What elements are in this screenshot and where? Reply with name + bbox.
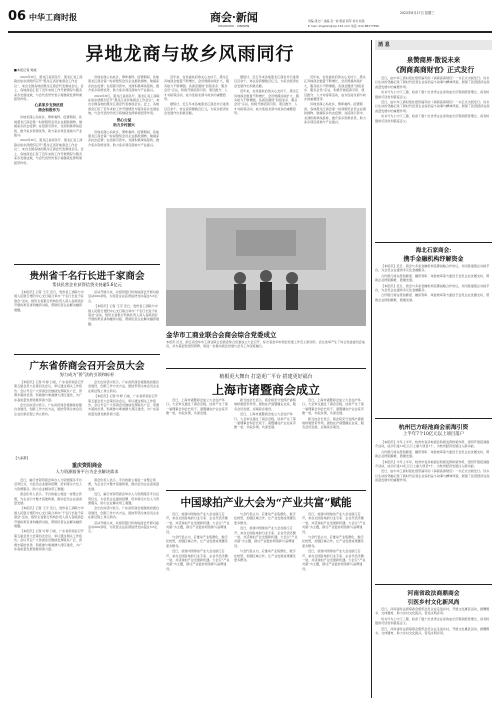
guangdong-tag: 【大家都】	[14, 456, 30, 460]
henan-subheadline: 引医乡村文化新风尚	[407, 600, 460, 606]
guizhou-headline: 贵州省千名行长进千家商会	[29, 271, 145, 282]
shanghai-paragraph: 新当选会长表示，商会将充分发挥沪诸两地桥梁纽带作用，团结在沪诸暨籍企业家，服务会员发展，反哺家乡建设。	[234, 398, 296, 411]
henan-paragraph: 近日，河南省政法商鼎商会组织会员企业走进乡村，开展文化惠民活动，捐赠图书、文体器材，助力乡村文化振兴，营造文明乡风。	[375, 626, 490, 636]
lead-paragraph: 异地龙商心系故乡，情牵桑梓。疫情期间，各地黑龙江商会第一时间组织会员企业捐款捐物，驰援家乡抗击疫情；在招商引资中，龙商积极牵线搭桥，推介家乡资源优势，助力家乡项目落地与产业振兴。	[88, 75, 160, 93]
lead-paragraph: 异地龙商心系故乡，情牵桑梓。疫情期间，各地黑龙江商会第一时间组织会员企业捐款捐物，驰援家乡抗击疫情；在招商引资中，龙商积极牵线搭桥，推介家乡资源优势，助力家乡项目落地与产业振兴。	[14, 115, 83, 138]
hangzhou-paragraph: 【本报讯】今年上半年，杭州市各异地商会积极发挥桥梁作用，组织开展招商推介活动，成功引进10亿元以上重大项目7个，为杭州经济发展注入新动能。	[375, 459, 490, 469]
bottom-paragraph: 商会负责人表示，平台的建立将进一步整合资源，为企业引才聚才搭建桥梁，推动会员企业高质量发展。	[14, 492, 83, 506]
masthead-rule	[8, 31, 492, 33]
guangdong-paragraph: 【本报讯】记者 叶婷 日前，广东省侨商会召开第五届会员大会第四次会议，审议通过相关工作报告。会议号召广大侨商会员继续发挥联系广泛、资源丰富的优势，积极参与粤港澳大湾区建设，为广东高质量发展贡献侨商力量。	[14, 380, 84, 402]
guangdong-body-col1	[14, 380, 84, 454]
finance-subheadline: 携手金融机构纾解资金	[403, 256, 464, 263]
book-subheadline: 《润商高商财官》正式发行	[392, 66, 475, 74]
guizhou-body-col1	[14, 290, 84, 352]
section-divider	[14, 264, 160, 265]
racket-paragraph: 近日，首届中国球拍产业大会在浙江召开，来自全国各地的行业专家、企业代表齐聚一堂，共话球拍产业发展新机遇。大会以“产业共富”为主题，探讨产业链协同创新与品牌建设。	[302, 512, 366, 534]
guangdong-paragraph: 会长在讲话中表示，广东省侨商会将继续加强自身建设，创新工作方式方法，团结带领全体会员企业在新征程上再立新功。	[14, 403, 83, 416]
section-divider	[375, 242, 492, 243]
shanghai-paragraph: 近日，上海市诸暨商会成立大会在沪举行。大会审议通过了商会章程，选举产生了第一届理事会和会长班子。诸暨籍在沪企业家齐聚一堂，共叙乡情，共谋发展。	[166, 398, 228, 416]
racket-paragraph: 与会代表认为，应推动产业集群化、数字化转型，加强区域合作，让产业发展成果惠及更多群众。	[166, 535, 228, 548]
shanghai-kicker: 植根更大舞台 打造更广平台 搭建更好福台	[219, 374, 313, 380]
racket-paragraph: 近日，首届中国球拍产业大会在浙江召开，来自全国各地的行业专家、企业代表齐聚一堂，共话球拍产业发展新机遇。大会以“产业共富”为主题，探讨产业链协同创新与品牌建设。	[302, 549, 366, 571]
meeting-photo-illustration	[166, 208, 366, 326]
shanghai-paragraph: 近日，上海市诸暨商会成立大会在沪举行。大会审议通过了商会章程，选举产生了第一届理事会和会长班子。诸暨籍在沪企业家齐聚一堂，共叙乡情，共谋发展。	[234, 412, 296, 430]
guangdong-body-col2	[88, 380, 160, 454]
racket-body-col1	[166, 512, 230, 698]
hangzhou-body	[375, 440, 492, 580]
bottom-paragraph: 活动开展以来，共组织银行机构进商会开展对接活动200余场，为民营企业获得信贷支持超过5.6亿元。	[88, 520, 159, 534]
right-column-label-box	[375, 40, 492, 50]
hangzhou-headline: 杭州巴方经池商会前海引资	[398, 425, 469, 431]
henan-headline: 河南省政法商鼎商会	[407, 591, 460, 597]
bottom-paragraph: 近日，重庆市资阳商会举办人力资源服务平台启用仪式，为会员企业提供招聘、培训等全方位人力资源服务，助力企业解决用工难题。	[88, 492, 160, 506]
book-headline: 泉赞商界·散说未来	[406, 56, 461, 64]
section-divider	[166, 368, 366, 369]
section-divider	[166, 490, 366, 491]
right-column-divider	[371, 40, 372, 698]
center-paragraph: 近年来，在党委政府的关心支持下，黑龙江异地商会数量不断增长，会员规模持续扩大，服务能力不断增强。各商会围绕“回报家乡、服务会员”宗旨，积极开展招商引资、项目推介、人才对接等活动，成为连接龙商与故乡的重要纽带。	[234, 89, 299, 116]
lead-body-col3	[164, 75, 230, 205]
racket-paragraph: 近日，首届中国球拍产业大会在浙江召开，来自全国各地的行业专家、企业代表齐聚一堂，共话球拍产业发展新机遇。大会以“产业共富”为主题，探讨产业链协同创新与品牌建设。	[166, 512, 230, 534]
section-subtitle: SHANGHUI · XINWEN	[218, 24, 250, 28]
book-paragraph: 该书分为上中下三篇，收录了数十位优秀企业家的成长历程和经营理念，具有较强的可读性和借鉴意义。	[375, 90, 490, 99]
finance-paragraph: 合作银行将在授信额度、融资利率、审批效率等方面给予会员企业优惠支持，帮助企业纾困解难、稳健发展。	[375, 293, 490, 302]
racket-headline: 中国球拍产业大会为“产业共富”赋能	[180, 497, 352, 509]
photo-caption-title: 金华市工商业联合会商会综合党委成立	[166, 331, 277, 339]
center-paragraph: 据统计，近五年来各地黑龙江商会共引进项目百余个，协议投资额数百亿元，为家乡经济社会发展作出积极贡献。	[164, 102, 229, 116]
guangdong-headline: 广东省侨商会召开会员大会	[29, 361, 145, 372]
guizhou-paragraph: 【本报讯】记者 王宇 近日，贵州省工商联与中国人民银行贵阳中心支行联合举办“千名行长进千家商会”活动，组织全省银行机构负责人深入各级商会开展政策宣讲和融资对接，帮助民营企业解决融资难题。	[14, 290, 84, 312]
masthead	[8, 8, 492, 34]
bottom-left-col1	[14, 478, 84, 698]
lead-subhead: 商会积极作为	[38, 108, 60, 113]
shanghai-body-col3	[302, 398, 366, 486]
page-number: 06	[8, 9, 27, 24]
hangzhou-subheadline: 上半年7个10亿元以上项目落户	[402, 432, 465, 437]
lead-paragraph: 异地龙商心系故乡，情牵桑梓。疫情期间，各地黑龙江商会第一时间组织会员企业捐款捐物，驰援家乡抗击疫情；在招商引资中，龙商积极牵线搭桥，推介家乡资源优势，助力家乡项目落地与产业振兴。	[304, 102, 366, 125]
guizhou-paragraph: 活动开展以来，共组织银行机构进商会开展对接活动200余场，为民营企业获得信贷支持超过5.6亿元。	[88, 290, 159, 303]
shanghai-body-col1	[166, 398, 230, 486]
bottom-left-col2	[88, 478, 160, 698]
racket-paragraph: 与会代表认为，应推动产业集群化、数字化转型，加强区域合作，让产业发展成果惠及更多群众。	[234, 549, 296, 563]
hangzhou-paragraph: 近日，由中华工商时报社组织编写的《润商高商财官》一书正式出版发行。该书以生动的笔触记录了新时代民营企业家的奋斗故事与精神风貌，展现了民营经济在高质量发展中的重要作用。	[375, 469, 490, 483]
lead-subhead: 助力乡村振兴	[113, 122, 135, 127]
shanghai-body-col2	[234, 398, 298, 486]
racket-paragraph: 与会代表认为，应推动产业集群化、数字化转型，加强区域合作，让产业发展成果惠及更多群众。	[302, 535, 364, 548]
lead-paragraph: 2022年8月，黑龙江省商务厅、黑龙江省工商联在哈尔滨组织召开“黑龙江省异地商会工作会议”，来自全国各地的黑龙江商会代表参加会议。会上，各地商会汇报了近年来的工作开展情况与服务家乡发展成效，与会代表纷纷表示将继续发挥桥梁纽带作用。	[14, 75, 84, 102]
lead-body-col2	[88, 75, 160, 261]
bottom-paragraph: 【本报讯】记者 王宇 近日，贵州省工商联与中国人民银行贵阳中心支行联合举办“千名行长进千家商会”活动，组织全省银行机构负责人深入各级商会开展政策宣讲和融资对接，帮助民营企业解决融资难题。	[14, 506, 84, 529]
guangdong-paragraph: 【本报讯】记者 叶婷 日前，广东省侨商会召开第五届会员大会第四次会议，审议通过相关工作报告。会议号召广大侨商会员继续发挥联系广泛、资源丰富的优势，积极参与粤港澳大湾区建设，为广东高质量发展贡献侨商力量。	[88, 394, 160, 416]
henan-paragraph: 该书分为上中下三篇，收录了数十位优秀企业家的成长历程和经营理念，具有较强的可读性和借鉴意义。	[375, 616, 490, 626]
bottom-paragraph: 【本报讯】记者 叶婷 日前，广东省侨商会召开第五届会员大会第四次会议，审议通过相关工作报告。会议号召广大侨商会员继续发挥联系广泛、资源丰富的优势，积极参与粤港澳大湾区建设，为广东高质量发展贡献侨商力量。	[14, 529, 84, 552]
guangdong-sub-headline-2: 人力资源服务平台为企业解决需求	[55, 469, 119, 474]
book-paragraph: 近日，由中华工商时报社组织编写的《润商高商财官》一书正式出版发行。该书以生动的笔触记录了新时代民营企业家的奋斗故事与精神风貌，展现了民营经济在高质量发展中的重要作用。	[375, 76, 490, 89]
guangdong-subheadline: 努力成为“侨”法的引领和标杆	[59, 372, 115, 377]
book-paragraph: 该书分为上中下三篇，收录了数十位优秀企业家的成长历程和经营理念，具有较强的可读性和借鉴意义。	[375, 114, 490, 123]
finance-paragraph: 【本报讯】近日，商会与多家金融机构签署战略合作协议，共同搭建银企对接平台，为会员企业提供多元化金融服务。	[375, 283, 490, 293]
racket-paragraph: 近日，首届中国球拍产业大会在浙江召开，来自全国各地的行业专家、企业代表齐聚一堂，共话球拍产业发展新机遇。大会以“产业共富”为主题，探讨产业链协同创新与品牌建设。	[234, 526, 298, 548]
racket-paragraph: 与会代表认为，应推动产业集群化、数字化转型，加强区域合作，让产业发展成果惠及更多群众。	[234, 512, 296, 525]
lead-paragraph: 2022年8月，黑龙江省商务厅、黑龙江省工商联在哈尔滨组织召开“黑龙江省异地商会工作会议”，来自全国各地的黑龙江商会代表参加会议。会上，各地商会汇报了近年来的工作开展情况与服务家乡发展成效，与会代表纷纷表示将继续发挥桥梁纽带作用。	[88, 93, 160, 116]
shanghai-headline: 上海市诸暨商会成立	[211, 383, 320, 397]
contact-info: E-mail: zhgshzx@vip.163.com 电话: 010-88377898	[308, 24, 379, 28]
henan-paragraph: 近日，河南省政法商鼎商会组织会员企业走进乡村，开展文化惠民活动，捐赠图书、文体器材，助力乡村文化振兴，营造文明乡风。	[375, 607, 490, 616]
issue-date: 2022年8月17日 星期三	[400, 11, 435, 15]
racket-paragraph: 近日，首届中国球拍产业大会在浙江召开，来自全国各地的行业专家、企业代表齐聚一堂，共话球拍产业发展新机遇。大会以“产业共富”为主题，探讨产业链协同创新与品牌建设。	[166, 549, 230, 571]
lead-body-col5	[304, 75, 366, 205]
shanghai-paragraph: 近日，上海市诸暨商会成立大会在沪举行。大会审议通过了商会章程，选举产生了第一届理事会和会长班子。诸暨籍在沪企业家齐聚一堂，共叙乡情，共谋发展。	[302, 398, 364, 416]
racket-body-col2	[234, 512, 298, 698]
hangzhou-paragraph: 【本报讯】今年上半年，杭州市各异地商会积极发挥桥梁作用，组织开展招商推介活动，成功引进10亿元以上重大项目7个，为杭州经济发展注入新动能。	[375, 440, 490, 449]
section-title: 商会·新闻	[210, 11, 258, 24]
henan-body	[375, 607, 492, 698]
section-divider	[375, 584, 492, 585]
lead-body-col4	[234, 75, 300, 205]
finance-headline: 海北石家商会:	[415, 248, 452, 254]
section-divider	[375, 418, 492, 419]
bottom-paragraph: 会长在讲话中表示，广东省侨商会将继续加强自身建设，创新工作方式方法，团结带领全体会员企业在新征程上再立新功。	[88, 506, 160, 520]
racket-body-col3	[302, 512, 366, 698]
right-column-label: 消 息	[378, 42, 390, 48]
guangdong-paragraph: 会长在讲话中表示，广东省侨商会将继续加强自身建设，创新工作方式方法，团结带领全体会员企业在新征程上再立新功。	[88, 380, 160, 393]
editor-credits: 责编 胡文广 美编 袁一彬 组版 杨军 校对 杨笛	[308, 19, 365, 23]
hangzhou-paragraph: 合作银行将在授信额度、融资利率、审批效率等方面给予会员企业优惠支持，帮助企业纾困解难、稳健发展。	[375, 449, 490, 459]
lead-headline: 异地龙商与故乡风雨同行	[85, 44, 295, 65]
lead-subhead: 心系家乡支持抗疫	[34, 103, 64, 108]
finance-paragraph: 【本报讯】近日，商会与多家金融机构签署战略合作协议，共同搭建银企对接平台，为会员企业提供多元化金融服务。	[375, 264, 490, 273]
finance-body	[375, 264, 492, 414]
center-paragraph: 近年来，在党委政府的关心支持下，黑龙江异地商会数量不断增长，会员规模持续扩大，服务能力不断增强。各商会围绕“回报家乡、服务会员”宗旨，积极开展招商引资、项目推介、人才对接等活动，成为连接龙商与故乡的重要纽带。	[164, 75, 229, 102]
guizhou-paragraph: 【本报讯】记者 王宇 近日，贵州省工商联与中国人民银行贵阳中心支行联合举办“千名行长进千家商会”活动，组织全省银行机构负责人深入各级商会开展政策宣讲和融资对接，帮助民营企业解决融资难题。	[88, 304, 160, 326]
lead-subhead: 热心公益	[116, 117, 132, 122]
guizhou-subheadline: 帮扶民营企业获得信贷支持逾5.6亿元	[52, 282, 122, 287]
lead-paragraph: 2022年8月，黑龙江省商务厅、黑龙江省工商联在哈尔滨组织召开“黑龙江省异地商会工作会议”，来自全国各地的黑龙江商会代表参加会议。会上，各地商会汇报了近年来的工作开展情况与服务家乡发展成效，与会代表纷纷表示将继续发挥桥梁纽带作用。	[14, 138, 84, 165]
finance-paragraph: 合作银行将在授信额度、融资利率、审批效率等方面给予会员企业优惠支持，帮助企业纾困解难、稳健发展。	[375, 273, 490, 283]
bottom-paragraph: 近日，重庆市资阳商会举办人力资源服务平台启用仪式，为会员企业提供招聘、培训等全方位人力资源服务，助力企业解决用工难题。	[14, 478, 83, 491]
lead-paragraph: 异地龙商心系故乡，情牵桑梓。疫情期间，各地黑龙江商会第一时间组织会员企业捐款捐物，驰援家乡抗击疫情；在招商引资中，龙商积极牵线搭桥，推介家乡资源优势，助力家乡项目落地与产业振兴。	[88, 129, 160, 147]
photo-caption-text: 本报讯 近日，浙江省金华市工商业联合会商会综合党委成立大会召开，标志着金华市商会党建工作迈上新台阶。会议选举产生了综合党委委员会成员，并为基层党组织授牌，将进一步推动商会党建与会务工作深度融合。	[166, 340, 365, 349]
guangdong-sub-headline: 重庆资阳商会	[71, 463, 102, 469]
news-photo	[166, 208, 366, 326]
bottom-paragraph: 商会负责人表示，平台的建立将进一步整合资源，为企业引才聚才搭建桥梁，推动会员企业高质量发展。	[88, 478, 160, 491]
book-body	[375, 76, 492, 238]
lead-body-col1	[14, 75, 84, 261]
shanghai-paragraph: 新当选会长表示，商会将充分发挥沪诸两地桥梁纽带作用，团结在沪诸暨籍企业家，服务会员发展，反哺家乡建设。	[302, 416, 364, 430]
lead-byline: ■本报记者 刘斌	[14, 68, 37, 72]
paper-name: 中华工商时报	[29, 13, 77, 22]
center-paragraph: 近年来，在党委政府的关心支持下，黑龙江异地商会数量不断增长，会员规模持续扩大，服务能力不断增强。各商会围绕“回报家乡、服务会员”宗旨，积极开展招商引资、项目推介、人才对接等活动，成为连接龙商与故乡的重要纽带。	[304, 75, 366, 102]
book-paragraph: 近日，由中华工商时报社组织编写的《润商高商财官》一书正式出版发行。该书以生动的笔触记录了新时代民营企业家的奋斗故事与精神风貌，展现了民营经济在高质量发展中的重要作用。	[375, 100, 490, 113]
guizhou-body-col2	[88, 290, 160, 352]
section-divider	[14, 354, 160, 355]
center-paragraph: 据统计，近五年来各地黑龙江商会共引进项目百余个，协议投资额数百亿元，为家乡经济社会发展作出积极贡献。	[234, 75, 299, 88]
